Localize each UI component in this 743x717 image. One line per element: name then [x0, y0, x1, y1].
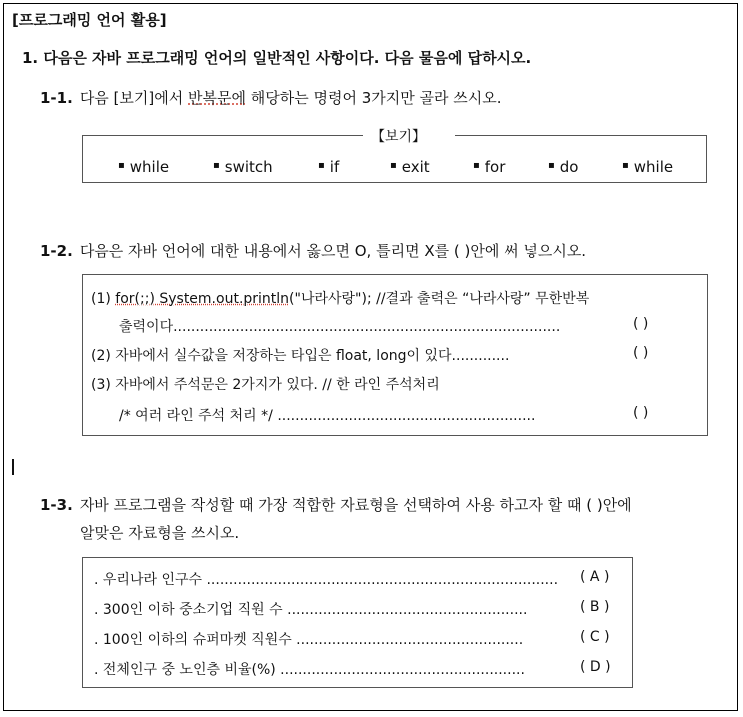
- answer-label: ( B ): [580, 599, 610, 615]
- answer-label: ( C ): [580, 629, 610, 645]
- bullet-icon: ▪: [318, 160, 325, 171]
- bullet-icon: ▪: [390, 160, 397, 171]
- data-type-item: . 100인 이하의 슈퍼마켓 직원수 ...................................................: [94, 632, 524, 648]
- question-text-underlined: 반복문에: [188, 89, 246, 107]
- bogi-title: 【보기】: [367, 126, 430, 146]
- tf-item-1-line1: (1) for(;;) System.out.println("나라사랑"); //결과 출력은 “나라사랑” 무한반복: [91, 291, 590, 307]
- question-text: 자바 프로그램을 작성할 때 가장 적합한 자료형을 선택하여 사용 하고자 할 때 ( )안에: [79, 496, 632, 514]
- question-1-2: [40, 240, 586, 261]
- option-item: ▪ for: [473, 158, 506, 176]
- question-number: 1-1.: [40, 89, 73, 107]
- tf-item-1-line2: 출력이다.......................................................................................: [119, 319, 561, 335]
- answer-blank: ( ): [633, 345, 649, 361]
- option-item: ▪ while: [118, 158, 170, 176]
- bullet-icon: ▪: [622, 160, 629, 171]
- answer-label: ( A ): [580, 569, 610, 585]
- option-item: ▪ while: [622, 158, 674, 176]
- data-type-item: . 우리나라 인구수 ...............................................................................: [94, 572, 559, 588]
- tf-item-3-line1: (3) 자바에서 주석문은 2가지가 있다. // 한 라인 주석처리: [91, 377, 440, 393]
- question-1-3: [40, 494, 632, 515]
- question-text: 해당하는 명령어 3가지만 골라 쓰시오.: [245, 89, 502, 107]
- option-item: ▪ if: [318, 158, 340, 176]
- option-item: ▪ exit: [390, 158, 430, 176]
- option-item: ▪ switch: [213, 158, 273, 176]
- answer-label: ( D ): [580, 659, 611, 675]
- question-text: 다음은 자바 언어에 대한 내용에서 옳으면 O, 틀리면 X를 ( )안에 써 넣으시오.: [79, 242, 587, 260]
- bullet-icon: ▪: [548, 160, 555, 171]
- data-type-item: . 300인 이하 중소기업 직원 수 ......................................................: [94, 602, 528, 618]
- section-title: [프로그래밍 언어 활용]: [12, 11, 167, 29]
- answer-blank: ( ): [633, 316, 649, 332]
- bullet-icon: ▪: [118, 160, 125, 171]
- data-type-item: . 전체인구 중 노인층 비율(%) .......................................................: [94, 662, 525, 678]
- question-number: 1-3.: [40, 496, 73, 514]
- question-text: 다음 [보기]에서: [79, 89, 188, 107]
- question-text-line2: 알맞은 자료형을 쓰시오.: [80, 524, 240, 542]
- bullet-icon: ▪: [473, 160, 480, 171]
- tf-item-3-line2: /* 여러 라인 주석 처리 */ ..........................................................: [119, 408, 536, 424]
- tf-item-2: (2) 자바에서 실수값을 저장하는 타입은 float, long이 있다.............: [91, 348, 510, 364]
- option-item: ▪ do: [548, 158, 579, 176]
- answer-blank: ( ): [633, 405, 649, 421]
- question-1: 1. 다음은 자바 프로그래밍 언어의 일반적인 사항이다. 다음 물음에 답하시오.: [22, 49, 532, 67]
- question-1-1: [40, 87, 501, 108]
- bullet-icon: ▪: [213, 160, 220, 171]
- question-number: 1-2.: [40, 242, 73, 260]
- text-cursor: [12, 459, 14, 475]
- code-snippet: for(;;) System.out.println: [115, 291, 290, 307]
